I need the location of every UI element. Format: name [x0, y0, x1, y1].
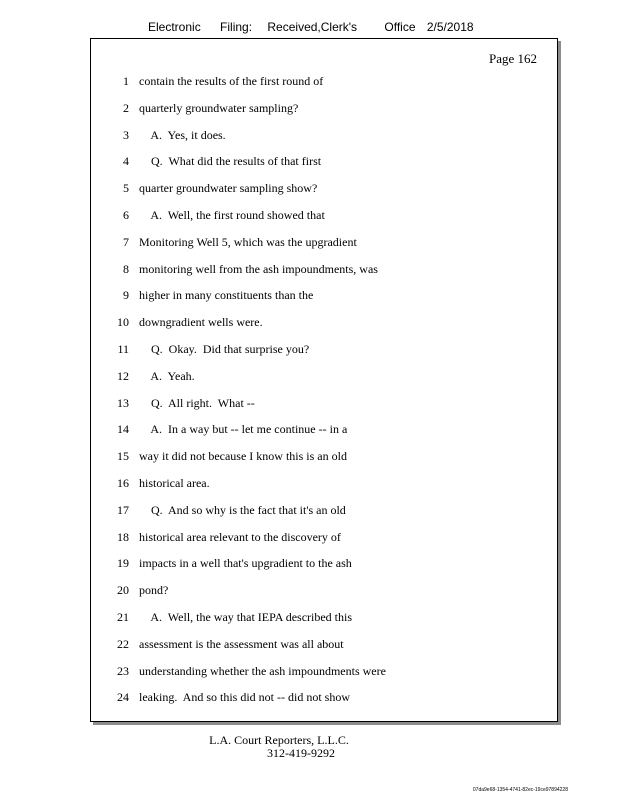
line-number: 2 — [123, 100, 129, 115]
transcript-line — [91, 74, 557, 94]
transcript-line — [91, 610, 557, 630]
line-number: 6 — [123, 208, 129, 222]
header-word-electronic: Electronic — [148, 20, 201, 34]
line-number: 10 — [117, 315, 129, 330]
line-text: historical area. — [139, 476, 210, 490]
transcript-line — [91, 101, 557, 121]
line-number: 12 — [117, 368, 129, 383]
line-text: Q. What did the results of that first — [139, 154, 322, 169]
transcript-line — [91, 396, 557, 416]
footer-company: L.A. Court Reporters, L.L.C. — [209, 733, 349, 747]
line-number: 1 — [123, 74, 129, 88]
transcript-line — [91, 583, 557, 603]
footer-phone: 312-419-9292 — [267, 746, 335, 760]
line-number: 13 — [117, 395, 129, 410]
line-number: 4 — [123, 154, 129, 169]
line-text: understanding whether the ash impoundments were — [139, 663, 386, 678]
transcript-line — [91, 154, 557, 174]
line-number: 3 — [123, 127, 129, 142]
line-text: way it did not because I know this is an old — [139, 449, 347, 464]
transcript-line — [91, 369, 557, 389]
transcript-line — [91, 208, 557, 228]
line-number: 11 — [117, 342, 129, 356]
line-number: 5 — [123, 181, 129, 196]
transcript-line — [91, 262, 557, 282]
transcript-line — [91, 315, 557, 335]
transcript-line — [91, 128, 557, 148]
line-text: contain the results of the first round of — [139, 74, 324, 88]
line-text: A. Well, the way that IEPA described this — [139, 610, 353, 624]
transcript-line — [91, 476, 557, 496]
line-number: 21 — [117, 610, 129, 624]
line-text: Q. All right. What -- — [139, 395, 255, 410]
line-number: 20 — [117, 583, 129, 598]
header-word-filing: Filing: — [220, 20, 253, 34]
line-number: 8 — [123, 261, 129, 276]
line-number: 22 — [117, 636, 129, 651]
line-text: Q. Okay. Did that surprise you? — [139, 342, 310, 356]
line-text: A. Well, the first round showed that — [139, 208, 325, 222]
line-text: A. In a way but -- let me continue -- in a — [139, 422, 348, 437]
line-text: A. Yes, it does. — [139, 127, 226, 142]
line-number: 17 — [117, 502, 129, 517]
header-date: 2/5/2018 — [426, 20, 474, 34]
line-number: 16 — [117, 476, 129, 490]
transcript-line — [91, 503, 557, 523]
line-number: 9 — [123, 288, 129, 303]
line-number: 14 — [117, 422, 129, 437]
transcript-line — [91, 664, 557, 684]
line-text: assessment is the assessment was all about — [139, 636, 344, 651]
line-text: quarterly groundwater sampling? — [139, 100, 299, 115]
line-number: 15 — [117, 449, 129, 464]
line-text: downgradient wells were. — [139, 315, 263, 330]
transcript-line — [91, 288, 557, 308]
transcript-line — [91, 181, 557, 201]
filing-header — [148, 20, 474, 34]
line-text: higher in many constituents than the — [139, 288, 314, 303]
line-text: leaking. And so this did not -- did not show — [139, 690, 350, 705]
line-text: pond? — [139, 583, 169, 598]
line-number: 23 — [117, 663, 129, 678]
line-text: quarter groundwater sampling show? — [139, 181, 318, 196]
transcript-line — [91, 556, 557, 576]
transcript-line — [91, 530, 557, 550]
line-text: impacts in a well that's upgradient to the ash — [139, 556, 352, 571]
line-text: monitoring well from the ash impoundments, was — [139, 261, 378, 276]
page-number: Page 162 — [488, 51, 537, 66]
line-number: 24 — [117, 690, 129, 705]
line-text: Monitoring Well 5, which was the upgradient — [139, 234, 357, 249]
header-word-received: Received,Clerk's — [267, 20, 358, 34]
transcript-line — [91, 422, 557, 442]
line-text: A. Yeah. — [139, 368, 195, 383]
transcript-line — [91, 637, 557, 657]
document-id: 07da9e68-1354-4741-82ec-19ce97894228 — [472, 787, 568, 793]
line-number: 7 — [123, 234, 129, 249]
transcript-line — [91, 449, 557, 469]
transcript-line — [91, 342, 557, 362]
header-word-office: Office — [384, 20, 416, 34]
line-text: Q. And so why is the fact that it's an old — [139, 502, 346, 517]
line-number: 19 — [117, 556, 129, 571]
transcript-page — [90, 38, 558, 722]
transcript-line — [91, 690, 557, 710]
line-number: 18 — [117, 529, 129, 544]
line-text: historical area relevant to the discovery of — [139, 529, 341, 544]
transcript-line — [91, 235, 557, 255]
